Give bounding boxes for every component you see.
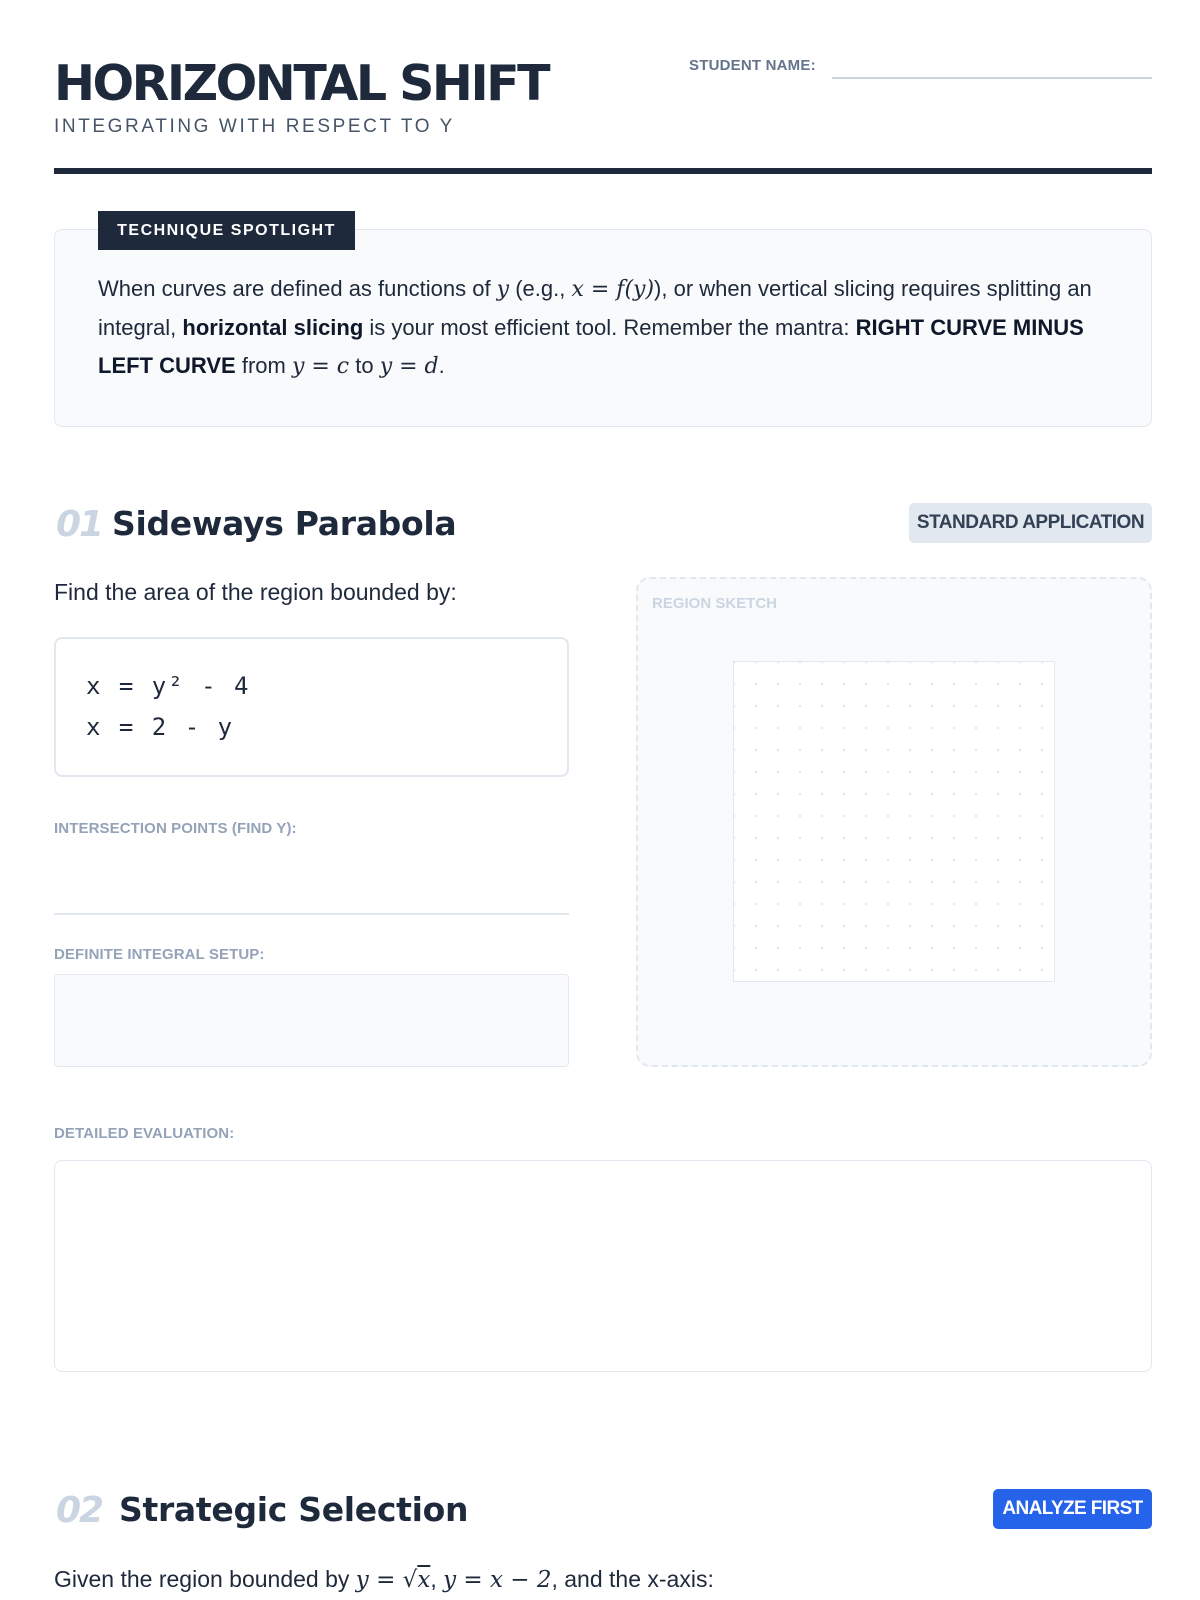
equation-1: x = y² - 4 (86, 672, 251, 700)
detailed-evaluation-field[interactable] (54, 1160, 1152, 1372)
spotlight-text-7: . (438, 353, 445, 378)
spotlight-text-1: When curves are defined as functions of (98, 276, 497, 301)
section-2-number: 02 (56, 1490, 103, 1531)
given-text-1: Given the region bounded by (54, 1566, 356, 1592)
technique-spotlight-text (98, 270, 1108, 386)
given-text-2: , (430, 1566, 444, 1592)
region-sketch-label: REGION SKETCH (652, 595, 778, 612)
intersection-points-answer-line[interactable] (54, 913, 569, 915)
integral-setup-label: DEFINITE INTEGRAL SETUP: (54, 946, 265, 963)
section-2-prompt (54, 1566, 714, 1593)
page-title: HORIZONTAL SHIFT (54, 55, 549, 112)
section-2-title: Strategic Selection (119, 1490, 469, 1529)
technique-spotlight-tag: TECHNIQUE SPOTLIGHT (98, 211, 355, 250)
spotlight-math-1: y (496, 277, 510, 302)
integral-setup-field[interactable] (54, 974, 569, 1067)
worksheet-header (54, 0, 1152, 176)
detailed-evaluation-label: DETAILED EVALUATION: (54, 1125, 235, 1142)
given-math-2: y = x − 2 (443, 1567, 552, 1593)
spotlight-bold-1: horizontal slicing (182, 315, 364, 340)
given-math-1: y = (355, 1567, 403, 1593)
section-1-title: Sideways Parabola (112, 504, 457, 543)
equation-2: x = 2 - y (86, 713, 235, 741)
spotlight-text-4: is your most efficient tool. Remember the mantra: (363, 315, 856, 340)
intersection-points-label: INTERSECTION POINTS (FIND Y): (54, 820, 297, 837)
given-math-sqrt: x (417, 1567, 431, 1593)
student-name-field[interactable] (832, 77, 1152, 79)
spotlight-text-6: to (349, 353, 380, 378)
header-divider (54, 168, 1152, 174)
spotlight-math-3: y = c (291, 354, 350, 379)
section-1-prompt: Find the area of the region bounded by: (54, 579, 457, 605)
spotlight-text-5: from (235, 353, 292, 378)
section-1-badge: STANDARD APPLICATION (909, 503, 1152, 543)
section-1-number: 01 (56, 504, 103, 545)
section-2-badge: ANALYZE FIRST (993, 1489, 1152, 1529)
spotlight-math-2: x = f(y) (571, 277, 655, 302)
spotlight-math-4: y = d (379, 354, 439, 379)
spotlight-text-3: ), or when vertical slicing requires splitting an integral, (98, 276, 1092, 340)
spotlight-bold-2: RIGHT CURVE MINUS LEFT CURVE (98, 315, 1084, 378)
equations-box (54, 637, 569, 777)
region-sketch-grid[interactable] (733, 661, 1055, 982)
given-text-3: , and the x-axis: (551, 1566, 714, 1592)
sqrt-symbol: √ (402, 1567, 418, 1593)
spotlight-text-2: (e.g., (509, 276, 572, 301)
student-name-label: STUDENT NAME: (689, 57, 816, 74)
page-subtitle: INTEGRATING WITH RESPECT TO Y (54, 116, 455, 137)
